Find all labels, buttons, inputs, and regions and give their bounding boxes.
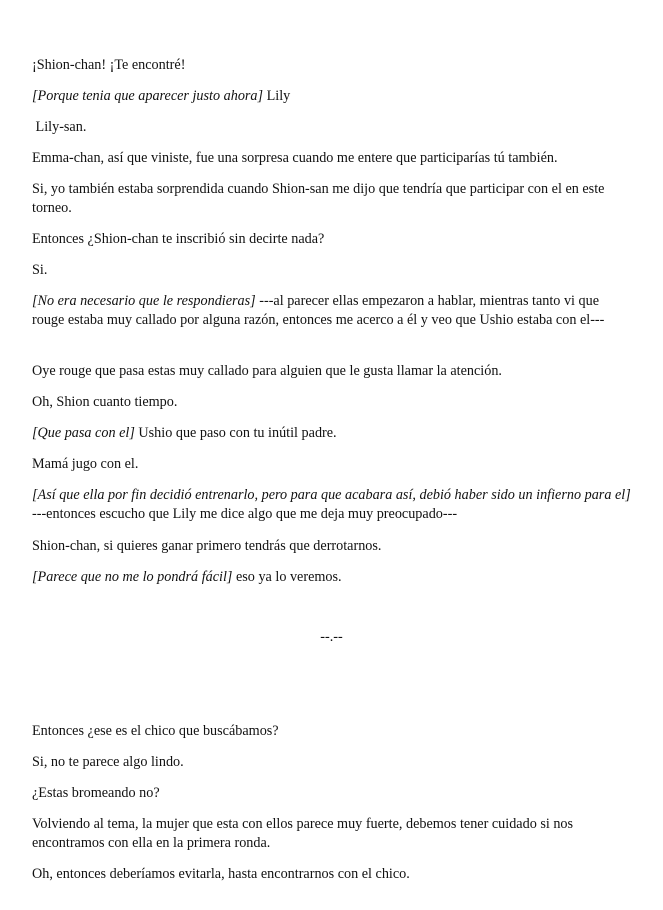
paragraph-18: ¿Estas bromeando no? (32, 785, 160, 801)
paragraph-14: Shion-chan, si quieres ganar primero tendrás que derrotarnos. (32, 538, 382, 554)
paragraph-1: ¡Shion-chan! ¡Te encontré! (32, 57, 186, 73)
inner-thought: [Que pasa con el] (32, 425, 135, 441)
paragraph-12: Mamá jugo con el. (32, 456, 139, 472)
paragraph-2: [Porque tenia que aparecer justo ahora] Lily (32, 88, 291, 104)
paragraph-3: Lily-san. (32, 119, 87, 135)
paragraph-4: Emma-chan, así que viniste, fue una sorpresa cuando me entere que participarías tú también. (32, 150, 558, 166)
paragraph-7: Si. (32, 262, 48, 278)
paragraph-15: [Parece que no me lo pondrá fácil] eso ya lo veremos. (32, 569, 342, 585)
inner-thought: [No era necesario que le respondieras] (32, 293, 256, 309)
paragraph-16: Entonces ¿ese es el chico que buscábamos? (32, 723, 279, 739)
paragraph-10: Oh, Shion cuanto tiempo. (32, 394, 178, 410)
paragraph-20: Oh, entonces deberíamos evitarla, hasta encontrarnos con el chico. (32, 866, 410, 882)
inner-thought: [Así que ella por fin decidió entrenarlo, pero para que acabara así, debió haber sido un infierno para el] (32, 487, 631, 503)
paragraph-19: Volviendo al tema, la mujer que esta con ellos parece muy fuerte, debemos tener cuidado si nos encontramos con ella en la primera ronda. (32, 816, 574, 851)
paragraph-13: [Así que ella por fin decidió entrenarlo, pero para que acabara así, debió haber sido un infierno para el] ---entonces escucho que Lily me dice algo que me deja muy preocupado--- (32, 487, 631, 522)
paragraph-9: Oye rouge que pasa estas muy callado para alguien que le gusta llamar la atención. (32, 363, 502, 379)
paragraph-8: [No era necesario que le respondieras] ---al parecer ellas empezaron a hablar, mientras tanto vi que rouge estaba muy callado por alguna razón, entonces me acerco a él y veo que Ushio estaba con el--- (32, 293, 605, 328)
paragraph-17: Si, no te parece algo lindo. (32, 754, 184, 770)
inner-thought: [Parece que no me lo pondrá fácil] (32, 569, 233, 585)
paragraph-6: Entonces ¿Shion-chan te inscribió sin decirte nada? (32, 231, 325, 247)
inner-thought: [Porque tenia que aparecer justo ahora] (32, 88, 264, 104)
paragraph-5: Si, yo también estaba sorprendida cuando Shion-san me dijo que tendría que participar con el en este torneo. (32, 181, 605, 216)
scene-separator: --.-- (320, 629, 343, 645)
paragraph-11: [Que pasa con el] Ushio que paso con tu inútil padre. (32, 425, 337, 441)
